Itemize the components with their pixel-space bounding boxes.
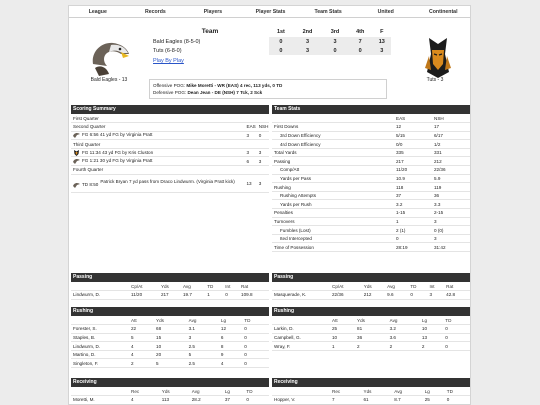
stat-cell: 1 [330,342,355,351]
stat-cell: 19.7 [181,291,205,300]
scoreboard [151,26,391,67]
stat-cell: 3.6 [388,333,420,342]
team-stats-eas: 11/20 [394,166,432,175]
pharaoh-small-icon [73,150,80,156]
home-team-name: Bald Eagles - 13 [90,77,128,83]
team-stats-nsh: 331 [432,148,470,157]
column-header: Yds [362,387,393,396]
stat-cell: 3 [427,291,444,300]
scoring-time: 11:34 [89,149,101,155]
stat-cell: 8 [219,342,242,351]
column-header: Avg [392,387,422,396]
team-stats-eas: 118 [394,183,432,192]
scoring-nsh: 3 [257,174,269,192]
passing-left-title: Passing [71,273,269,282]
rushing-left-title: Rushing [71,307,269,316]
stat-cell: 13 [420,333,443,342]
scoring-desc: 41 yd FG by Virginia Pratt [99,132,153,138]
player-name[interactable]: Campbell, G. [272,333,330,342]
stat-cell: 0 [443,333,470,342]
team-stats-label: Turnovers [272,217,394,226]
team-stats-eas: 37 [394,191,432,200]
scoreboard-home-q4: 7 [348,37,373,46]
table-row [272,396,470,405]
team-stats-nsh: 22/36 [432,166,470,175]
stat-cell: 61 [362,396,393,405]
column-header: Avg [190,387,223,396]
team-stats-label: Yards per Rush [272,200,394,209]
stat-cell: 5 [187,350,219,359]
scoring-col-eas: EAS [246,124,256,130]
stat-cell: 0 [223,291,239,300]
team-stats-row [272,191,470,200]
defensive-pog-label: Defensive POG: [153,90,187,95]
column-header: Rec [129,387,160,396]
player-name[interactable]: Lindwurm, D. [71,291,129,300]
rushing-right-title: Rushing [272,307,470,316]
scoring-eas: 13 [245,174,257,192]
stat-cell: 0 [242,359,269,368]
offensive-pog-value: Mike Moretti - WR (EAS) 4 rec, 113 yds, 0 TD [186,83,283,88]
team-stats-eas: 0 [394,234,432,243]
table-row [272,333,470,342]
team-stats-eas: 335 [394,148,432,157]
stat-cell: 22 [129,325,154,334]
stat-cell: 11/20 [129,291,159,300]
scoring-summary [71,105,269,193]
player-name[interactable]: Singleton, F. [71,359,129,368]
team-stats-label: Ited Intercepted [272,234,394,243]
nav-continental[interactable]: Continental [428,9,458,15]
passing-right-title: Passing [272,273,470,282]
column-header [272,282,330,291]
team-stats-nsh: 3.3 [432,200,470,209]
team-stats-eas: 12 [394,123,432,132]
column-header: Yds [362,282,385,291]
scoring-time: 1:21 [89,158,99,164]
column-header: TD [443,316,470,325]
stat-cell: 4 [129,342,154,351]
team-stats-label: Total Yards [272,148,394,157]
table-row [71,325,269,334]
team-stats-label: Passing [272,157,394,166]
scoreboard-away-final: 3 [373,46,391,55]
stat-cell: 42.8 [444,291,470,300]
stat-cell: 2.5 [187,359,219,368]
stat-cell: 20 [154,350,187,359]
scoring-q3-label: Third Quarter [71,140,269,149]
team-stats-nsh: 17 [432,123,470,132]
rushing-left [71,307,269,368]
column-header: Rat [444,282,470,291]
stat-cell: 0 [242,325,269,334]
stat-cell: 28.2 [190,396,223,405]
team-stats-label: Rushing [272,183,394,192]
receiving-right [272,378,470,405]
column-header: Rat [239,282,269,291]
offensive-pog-label: Offensive POG: [153,83,186,88]
team-stats-row [272,183,470,192]
scoring-play-1 [71,131,269,140]
team-stats-label: Fumbles (Lost) [272,226,394,235]
scoring-type: FG [82,158,89,164]
column-header: TD [445,387,470,396]
column-header: Avg [181,282,205,291]
column-header [272,316,330,325]
team-stats-eas: 10.9 [394,174,432,183]
page [68,5,471,405]
stat-cell: 8.7 [392,396,422,405]
scoreboard-home-q1: 0 [269,37,293,46]
stat-cell: 3 [187,333,219,342]
stat-cell: 2.5 [187,342,219,351]
table-row [71,396,269,405]
stat-cell: 0 [242,333,269,342]
stat-cell: 0 [408,291,427,300]
table-row [71,333,269,342]
column-header: TD [205,282,223,291]
scoreboard-q2-header: 2nd [302,28,313,35]
stat-cell: 25 [423,396,445,405]
stat-cell: 0 [244,396,269,405]
team-stats-eas: 5/15 [394,131,432,140]
column-header: Lg [219,316,242,325]
table-row [272,291,470,300]
nav-league[interactable]: League [88,9,107,15]
team-stats-eas: 1-15 [394,209,432,218]
scoring-type: FG [82,132,89,138]
scoreboard-away-team: Tuts (6-8-0) [153,47,182,54]
bald-eagle-logo [87,34,133,80]
table-row [272,342,470,351]
stat-cell: 81 [355,325,388,334]
scoreboard-away-q3: 0 [322,46,348,55]
scoreboard-home-q2: 3 [293,37,322,46]
team-stats-label: Comp/Att [272,166,394,175]
player-name[interactable]: Forester, S. [71,325,129,334]
team-stats-row [272,217,470,226]
player-name[interactable]: Larkin, D. [272,325,330,334]
column-header [272,387,330,396]
stat-cell: 0 [443,342,470,351]
team-stats-eas: 2 (1) [394,226,432,235]
column-header: Avg [388,316,420,325]
stat-cell: 212 [362,291,385,300]
stat-cell: 6 [219,333,242,342]
team-stats-row [272,157,470,166]
stat-cell: 0 [242,342,269,351]
stat-cell: 1 [205,291,223,300]
scoring-summary-title: Scoring Summary [71,105,269,114]
column-header: Int [427,282,444,291]
team-stats-eas: 28:19 [394,243,432,252]
team-stats-nsh: 119 [432,183,470,192]
stat-cell: 10 [420,325,443,334]
player-name[interactable]: Masquerade, K. [272,291,330,300]
team-stats-row [272,140,470,149]
scoring-nsh: 0 [257,131,269,140]
table-row [71,350,269,359]
team-stats-label: First Downs [272,123,394,132]
stat-cell: 2 [420,342,443,351]
scoreboard-home-q3: 3 [322,37,348,46]
team-stats-row [272,123,470,132]
scoring-type: TD [82,181,89,187]
team-stats-row [272,166,470,175]
stat-cell: 5 [154,359,187,368]
column-header: Avg [385,282,408,291]
column-header: Yds [160,387,190,396]
column-header: Rec [330,387,362,396]
stat-cell: 12 [219,325,242,334]
column-header [71,316,129,325]
scoring-play-4 [71,174,269,192]
stat-cell: 68 [154,325,187,334]
away-team-name: Tuts - 3 [426,77,444,83]
scoreboard-home-team: Bald Eagles (8-5-0) [153,38,201,45]
stat-cell: 22/36 [330,291,362,300]
team-stats-nsh: 6/17 [432,131,470,140]
team-stats [272,105,470,252]
column-header: Att [330,316,355,325]
stat-cell: 0 [445,396,470,405]
scoreboard-q1-header: 1st [276,28,285,35]
column-header [71,282,129,291]
team-stats-eas: 3.2 [394,200,432,209]
scoring-nsh: 3 [257,148,269,157]
scoreboard-team-header: Team [201,28,219,35]
scoring-type: FG [82,149,89,155]
stat-cell: 0 [242,350,269,359]
stat-cell: 113 [160,396,190,405]
scoreboard-q3-header: 3rd [330,28,340,35]
stat-cell: 25 [330,325,355,334]
scoreboard-q4-header: 4th [356,28,365,35]
player-name[interactable]: Moretti, M. [71,396,129,405]
team-stats-title: Team Stats [272,105,470,114]
scoring-q2-label: Second Quarter [71,123,245,132]
receiving-left-title: Receiving [71,378,269,387]
column-header: Yds [355,316,388,325]
team-stats-nsh: 212 [432,157,470,166]
stat-cell: 3.2 [388,325,420,334]
team-stats-label: Yards per Pass [272,174,394,183]
team-stats-col-nsh: NSH [432,114,470,123]
stat-cell: 4 [219,359,242,368]
player-name[interactable]: Wray, F. [272,342,330,351]
players-of-game [149,79,387,99]
column-header: TD [408,282,427,291]
team-stats-nsh: 3 [432,234,470,243]
eagle-small-icon [73,158,80,164]
receiving-right-title: Receiving [272,378,470,387]
column-header: TD [244,387,269,396]
team-stats-nsh: 5.9 [432,174,470,183]
team-stats-nsh: 3 [432,217,470,226]
column-header: Lg [223,387,245,396]
column-header: TD [242,316,269,325]
nav-records[interactable]: Records [144,9,166,15]
team-stats-label: 3rd Down Efficiency [272,131,394,140]
stat-cell: 10 [154,342,187,351]
receiving-left [71,378,269,405]
scoring-time: 8:50 [89,181,99,187]
scoring-time: 6:56 [89,132,99,138]
table-row [71,291,269,300]
defensive-pog-value: Dean Jean - DE (NSH) 7 Tck, 2 Sck [187,90,263,95]
stat-cell: 4 [129,396,160,405]
column-header: Avg [187,316,219,325]
scoring-desc: 43 yd FG by Kris Cluston [102,149,154,155]
table-row [272,325,470,334]
nav-players[interactable]: Players [203,9,223,15]
stat-cell: 2 [355,342,388,351]
stat-cell: 7 [330,396,362,405]
player-name[interactable]: Hopper, V. [272,396,330,405]
scoring-col-nsh: NSH [258,124,269,130]
column-header: Att [129,316,154,325]
scoring-desc: Patrick Bryan 7 yd pass from Draco Lindwurm. (Virginia Pratt kick) [100,178,235,184]
scoring-desc: 30 yd FG by Virginia Pratt [99,158,153,164]
team-stats-row [272,200,470,209]
scoreboard-away-q1: 0 [269,46,293,55]
team-stats-col-eas: EAS [394,114,432,123]
team-stats-nsh: 1/2 [432,140,470,149]
team-stats-row [272,131,470,140]
stat-cell: 9.6 [385,291,408,300]
column-header: Cp/At [129,282,159,291]
scoreboard-home-final: 13 [373,37,391,46]
scoring-play-2 [71,148,269,157]
stat-cell: 109.8 [239,291,269,300]
scoreboard-away-q4: 0 [348,46,373,55]
player-name[interactable]: Staples, B. [71,333,129,342]
team-stats-label: Rushing Attempts [272,191,394,200]
column-header: Cp/At [330,282,362,291]
stat-cell: 2 [388,342,420,351]
column-header: Lg [423,387,445,396]
team-stats-row [272,174,470,183]
column-header: Int [223,282,239,291]
top-nav [69,6,471,18]
team-stats-nsh: 2-15 [432,209,470,218]
scoring-eas: 3 [245,131,257,140]
eagle-small-icon [73,132,80,138]
stat-cell: 37 [223,396,245,405]
nav-team-stats[interactable]: Team Stats [314,9,342,15]
team-stats-nsh: 31:42 [432,243,470,252]
stat-cell: 3.1 [187,325,219,334]
scoring-q1-label: First Quarter [71,114,245,123]
scoring-q4-label: Fourth Quarter [71,166,269,175]
column-header: Lg [420,316,443,325]
stat-cell: 5 [129,333,154,342]
stat-cell: 36 [355,333,388,342]
scoring-eas: 6 [245,157,257,166]
scoreboard-final-header: F [380,28,384,35]
stat-cell: 217 [159,291,181,300]
team-stats-nsh: 0 (0) [432,226,470,235]
player-name[interactable]: Lindwurm, D. [71,342,129,351]
scoring-play-3 [71,157,269,166]
column-header: Yds [159,282,181,291]
column-header: Yds [154,316,187,325]
team-stats-row [272,209,470,218]
rushing-right [272,307,470,351]
team-stats-label: Time of Possession [272,243,394,252]
team-stats-row [272,234,470,243]
team-stats-row [272,148,470,157]
team-stats-nsh: 36 [432,191,470,200]
stat-cell: 15 [154,333,187,342]
tuts-pharaoh-logo [415,34,461,80]
stat-cell: 4 [129,350,154,359]
team-stats-row [272,226,470,235]
nav-united[interactable]: United [377,9,394,15]
player-name[interactable]: Martino, D. [71,350,129,359]
eagle-small-icon [73,182,80,188]
nav-player-stats[interactable]: Player Stats [255,9,286,15]
team-stats-eas: 217 [394,157,432,166]
team-stats-label: Penalties [272,209,394,218]
passing-right [272,273,470,300]
scoring-eas: 3 [245,148,257,157]
stat-cell: 10 [330,333,355,342]
team-stats-label: 4rd Down Efficiency [272,140,394,149]
team-stats-row [272,243,470,252]
stat-cell: 2 [129,359,154,368]
passing-left [71,273,269,300]
scoreboard-away-q2: 3 [293,46,322,55]
table-row [71,359,269,368]
team-stats-eas: 0/0 [394,140,432,149]
team-stats-eas: 1 [394,217,432,226]
table-row [71,342,269,351]
stat-cell: 0 [443,325,470,334]
play-by-play-link[interactable]: Play By Play [153,58,184,64]
scoring-nsh: 3 [257,157,269,166]
stat-cell: 9 [219,350,242,359]
column-header [71,387,129,396]
